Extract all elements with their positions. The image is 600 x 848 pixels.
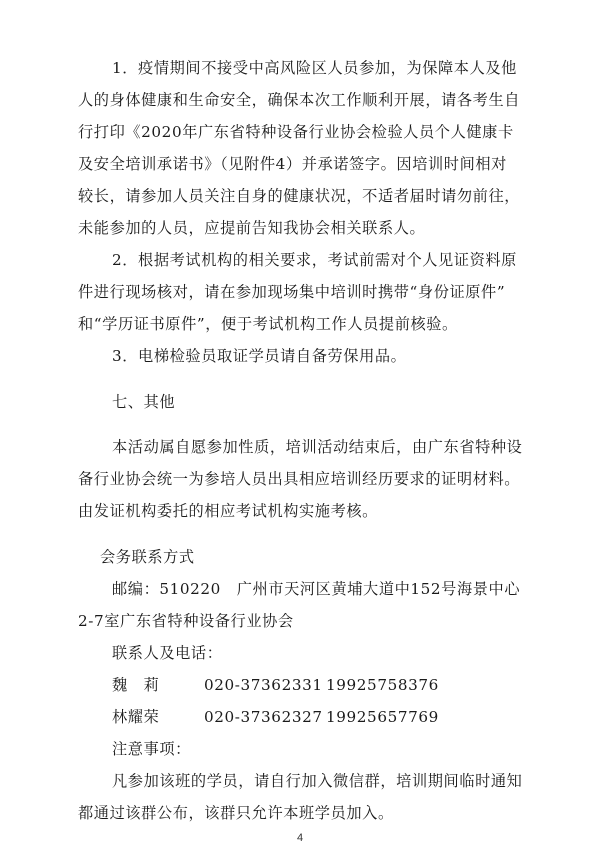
section7-line-3: 由发证机构委托的相应考试机构实施考核。: [78, 502, 378, 520]
item1-line-3: 行打印《2020年广东省特种设备行业协会检验人员个人健康卡: [78, 123, 514, 141]
section7-line-1: 本活动属自愿参加性质，培训活动结束后，由广东省特种设: [112, 438, 523, 456]
item2-line-1: 2．根据考试机构的相关要求，考试前需对个人见证资料原: [112, 251, 517, 269]
contact-row-1: [112, 669, 600, 701]
notes-heading: 注意事项：: [112, 740, 191, 758]
item1-line-5: 较长，请参加人员关注自身的健康状况，不适者届时请勿前往，: [78, 187, 521, 205]
contact-phone: 020-37362327: [204, 708, 323, 726]
section7-heading: 七、其他: [112, 393, 176, 411]
contact-heading: 会务联系方式: [100, 548, 195, 566]
item3-line: 3．电梯检验员取证学员请自备劳保用品。: [112, 347, 407, 365]
item1-line-2: 人的身体健康和生命安全，确保本次工作顺利开展，请各考生自: [78, 91, 521, 109]
item1-line-4: 及安全培训承诺书》（见附件4）并承诺签字。因培训时间相对: [78, 155, 507, 173]
section7-line-2: 备行业协会统一为参培人员出具相应培训经历要求的证明材料。: [78, 470, 521, 488]
item2-line-3: 和“学历证书原件”，便于考试机构工作人员提前核验。: [78, 315, 458, 333]
contact-people-label: 联系人及电话：: [112, 644, 223, 662]
item1-line-6: 未能参加的人员，应提前告知我协会相关联系人。: [78, 219, 426, 237]
contact-mobile: 19925758376: [326, 676, 439, 694]
page-number: 4: [296, 832, 304, 844]
contact-phone: 020-37362331: [204, 676, 323, 694]
contact-name: 魏 莉: [112, 676, 160, 694]
notes-line-1: 凡参加该班的学员，请自行加入微信群，培训期间临时通知: [112, 772, 523, 790]
item1-line-1: 1．疫情期间不接受中高风险区人员参加，为保障本人及他: [112, 59, 517, 77]
contact-address-line-2: 2-7室广东省特种设备行业协会: [78, 612, 294, 630]
contact-address-line-1: 邮编：510220 广州市天河区黄埔大道中152号海景中心: [112, 580, 521, 598]
item2-line-2: 件进行现场核对，请在参加现场集中培训时携带“身份证原件”: [78, 283, 506, 301]
contact-mobile: 19925657769: [326, 708, 439, 726]
contact-name: 林耀荣: [112, 708, 160, 726]
notes-line-2: 都通过该群公布，该群只允许本班学员加入。: [78, 804, 394, 822]
contact-row-2: [112, 701, 600, 733]
